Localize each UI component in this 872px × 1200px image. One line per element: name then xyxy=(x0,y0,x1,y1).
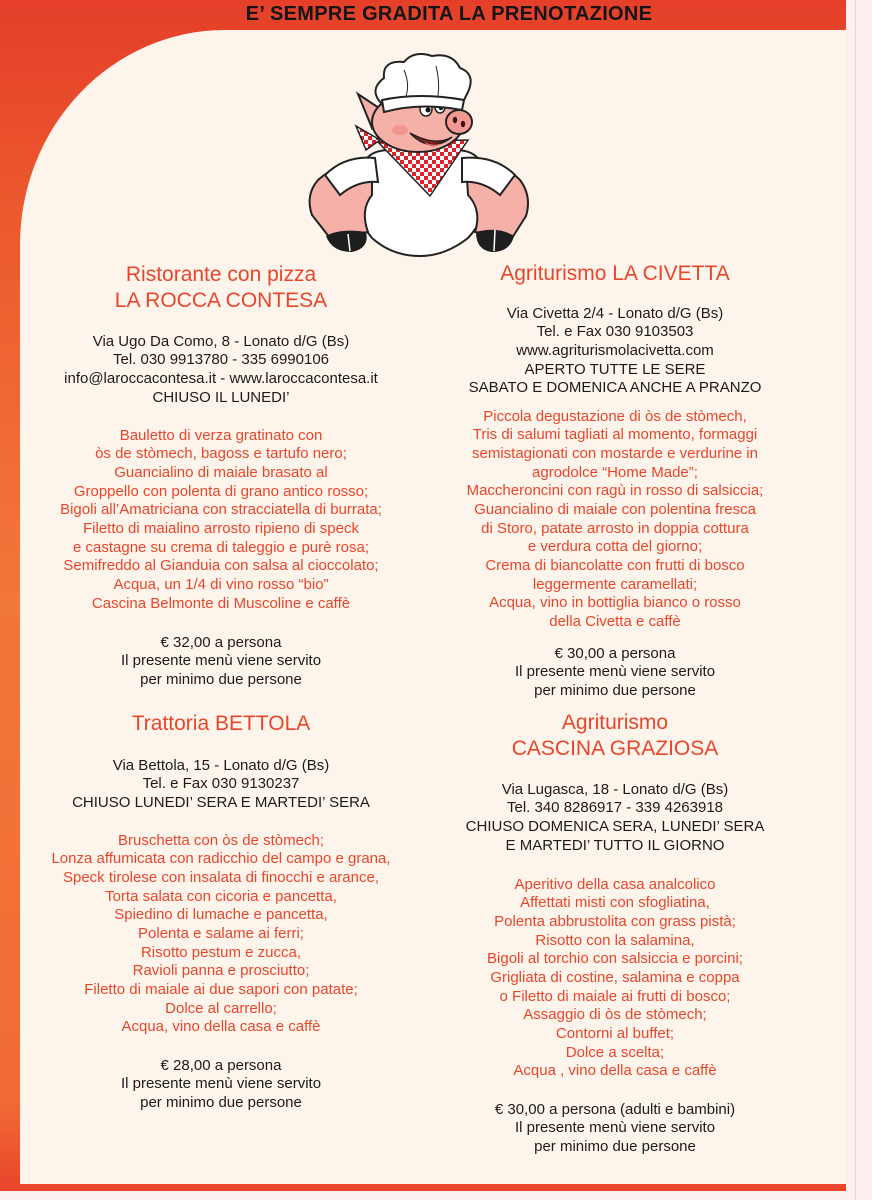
closing-line: E MARTEDI’ TUTTO IL GIORNO xyxy=(505,836,725,854)
restaurant-address xyxy=(405,305,825,398)
web-line: info@laroccacontesa.it - www.laroccacontesa.it xyxy=(64,369,378,387)
menu-line: Lonza affumicata con radicchio del campo e grana, xyxy=(51,850,391,868)
restaurant-price xyxy=(11,1057,431,1113)
price-line: € 32,00 a persona xyxy=(160,633,282,651)
right-margin-strip xyxy=(846,0,872,1200)
menu-line: Aperitivo della casa analcolico xyxy=(514,875,716,893)
price-note: per minimo due persone xyxy=(534,681,696,699)
menu-line: Dolce al carrello; xyxy=(165,999,277,1017)
price-line: € 30,00 a persona xyxy=(554,644,676,662)
restaurant-address xyxy=(11,333,431,408)
chef-hat xyxy=(375,54,470,112)
menu-line: Guancialino di maiale con polentina fresca xyxy=(474,500,756,518)
menu-line: Crema di biancolatte con frutti di bosco xyxy=(485,556,745,574)
opening-line: SABATO E DOMENICA ANCHE A PRANZO xyxy=(468,379,762,397)
price-note: per minimo due persone xyxy=(534,1137,696,1155)
menu-line: Bigoli al torchio con salsiccia e porcini; xyxy=(487,950,743,968)
menu-line: Polenta abbrustolita con grass pistà; xyxy=(494,912,736,930)
restaurant-heading xyxy=(405,710,825,762)
restaurant-menu xyxy=(11,832,431,1037)
restaurant-heading xyxy=(405,261,825,287)
phone-line: Tel. 340 8286917 - 339 4263918 xyxy=(506,799,724,817)
price-line: € 30,00 a persona (adulti e bambini) xyxy=(494,1100,736,1118)
menu-line: Piccola degustazione di òs de stòmech, xyxy=(483,407,747,425)
menu-line: Groppello con polenta di grano antico rosso; xyxy=(73,482,369,500)
address-line: Via Bettola, 15 - Lonato d/G (Bs) xyxy=(112,756,330,774)
heading-line: Trattoria BETTOLA xyxy=(131,712,311,735)
chef-pig-icon xyxy=(300,50,540,262)
menu-line: Maccheroncini con ragù in rosso di salsiccia; xyxy=(466,482,764,500)
menu-line: Acqua, vino della casa e caffè xyxy=(121,1018,321,1036)
web-line: www.agriturismolacivetta.com xyxy=(516,341,714,359)
phone-line: Tel. e Fax 030 9103503 xyxy=(536,323,694,341)
menu-line: Acqua, vino in bottiglia bianco o rosso xyxy=(489,594,741,612)
menu-line: leggermente caramellati; xyxy=(532,575,698,593)
closing-line: CHIUSO DOMENICA SERA, LUNEDI’ SERA xyxy=(465,817,765,835)
menu-line: Tris di salumi tagliati al momento, formaggi xyxy=(472,426,758,444)
menu-line: Dolce a scelta; xyxy=(565,1043,665,1061)
heading-line: Agriturismo LA CIVETTA xyxy=(500,262,730,285)
menu-line: Grigliata di costine, salamina e coppa xyxy=(490,968,740,986)
reservation-banner: E’ SEMPRE GRADITA LA PRENOTAZIONE xyxy=(245,3,653,25)
menu-line: di Storo, patate arrosto in doppia cottura xyxy=(481,519,749,537)
restaurant-menu xyxy=(405,408,825,632)
menu-line: della Civetta e caffè xyxy=(549,612,681,630)
heading-line: CASCINA GRAZIOSA xyxy=(511,737,719,760)
menu-line: Bauletto di verza gratinato con xyxy=(119,426,323,444)
restaurant-menu xyxy=(11,427,431,614)
address-line: Via Ugo Da Como, 8 - Lonato d/G (Bs) xyxy=(92,332,350,350)
menu-line: o Filetto di maiale ai frutti di bosco; xyxy=(499,987,731,1005)
phone-line: Tel. e Fax 030 9130237 xyxy=(142,775,300,793)
menu-line: Speck tirolese con insalata di finocchi e arance, xyxy=(62,868,379,886)
menu-line: Assaggio di òs de stòmech; xyxy=(523,1006,707,1024)
closing-line: CHIUSO LUNEDI’ SERA E MARTEDI’ SERA xyxy=(72,793,370,811)
menu-line: Semifreddo al Gianduia con salsa al cioccolato; xyxy=(63,557,379,575)
menu-line: Filetto di maialino arrosto ripieno di speck xyxy=(83,519,359,537)
menu-line: Contorni al buffet; xyxy=(555,1024,675,1042)
menu-line: Bruschetta con òs de stòmech; xyxy=(118,831,324,849)
restaurant-heading xyxy=(11,711,431,737)
phone-line: Tel. 030 9913780 - 335 6990106 xyxy=(112,351,330,369)
menu-line: Acqua , vino della casa e caffè xyxy=(513,1062,717,1080)
restaurant-heading xyxy=(11,262,431,314)
heading-line: LA ROCCA CONTESA xyxy=(114,289,328,312)
heading-line: Ristorante con pizza xyxy=(125,263,317,286)
restaurant-menu xyxy=(405,876,825,1081)
menu-line: Bigoli all’Amatriciana con stracciatella di burrata; xyxy=(60,501,382,519)
menu-line: agrodolce “Home Made”; xyxy=(532,463,698,481)
menu-line: Acqua, un 1/4 di vino rosso “bio” xyxy=(113,575,329,593)
menu-line: Guancialino di maiale brasato al xyxy=(114,463,328,481)
price-note: Il presente menù viene servito xyxy=(514,663,716,681)
menu-line: Risotto con la salamina, xyxy=(535,931,695,949)
right-margin-line xyxy=(855,0,856,1200)
closing-line: CHIUSO IL LUNEDI’ xyxy=(152,388,290,406)
restaurant-address xyxy=(11,757,431,813)
price-note: per minimo due persone xyxy=(140,670,302,688)
address-line: Via Civetta 2/4 - Lonato d/G (Bs) xyxy=(506,304,724,322)
menu-line: Risotto pestum e zucca, xyxy=(140,943,302,961)
menu-line: Polenta e salame ai ferri; xyxy=(138,924,304,942)
restaurant-price xyxy=(405,645,825,701)
menu-line: òs de stòmech, bagoss e tartufo nero; xyxy=(95,445,347,463)
menu-line: Affettati misti con sfogliatina, xyxy=(520,894,710,912)
price-note: Il presente menù viene servito xyxy=(120,652,322,670)
heading-line: Agriturismo xyxy=(561,711,669,734)
menu-line: e castagne su crema di taleggio e purè rosa; xyxy=(72,538,369,556)
restaurant-address xyxy=(405,781,825,856)
menu-line: Cascina Belmonte di Muscoline e caffè xyxy=(91,594,351,612)
restaurant-price xyxy=(11,634,431,690)
opening-line: APERTO TUTTE LE SERE xyxy=(524,360,706,378)
menu-line: e verdura cotta del giorno; xyxy=(527,538,703,556)
menu-line: semistagionati con mostarde e verdurine in xyxy=(472,444,758,462)
menu-line: Torta salata con cicoria e pancetta, xyxy=(105,887,337,905)
price-note: Il presente menù viene servito xyxy=(514,1119,716,1137)
price-line: € 28,00 a persona xyxy=(160,1056,282,1074)
menu-line: Spiedino di lumache e pancetta, xyxy=(114,906,328,924)
address-line: Via Lugasca, 18 - Lonato d/G (Bs) xyxy=(501,780,729,798)
menu-line: Ravioli panna e prosciutto; xyxy=(132,962,310,980)
price-note: Il presente menù viene servito xyxy=(120,1075,322,1093)
price-note: per minimo due persone xyxy=(140,1093,302,1111)
menu-line: Filetto di maiale ai due sapori con patate; xyxy=(84,980,358,998)
restaurant-price xyxy=(405,1101,825,1157)
